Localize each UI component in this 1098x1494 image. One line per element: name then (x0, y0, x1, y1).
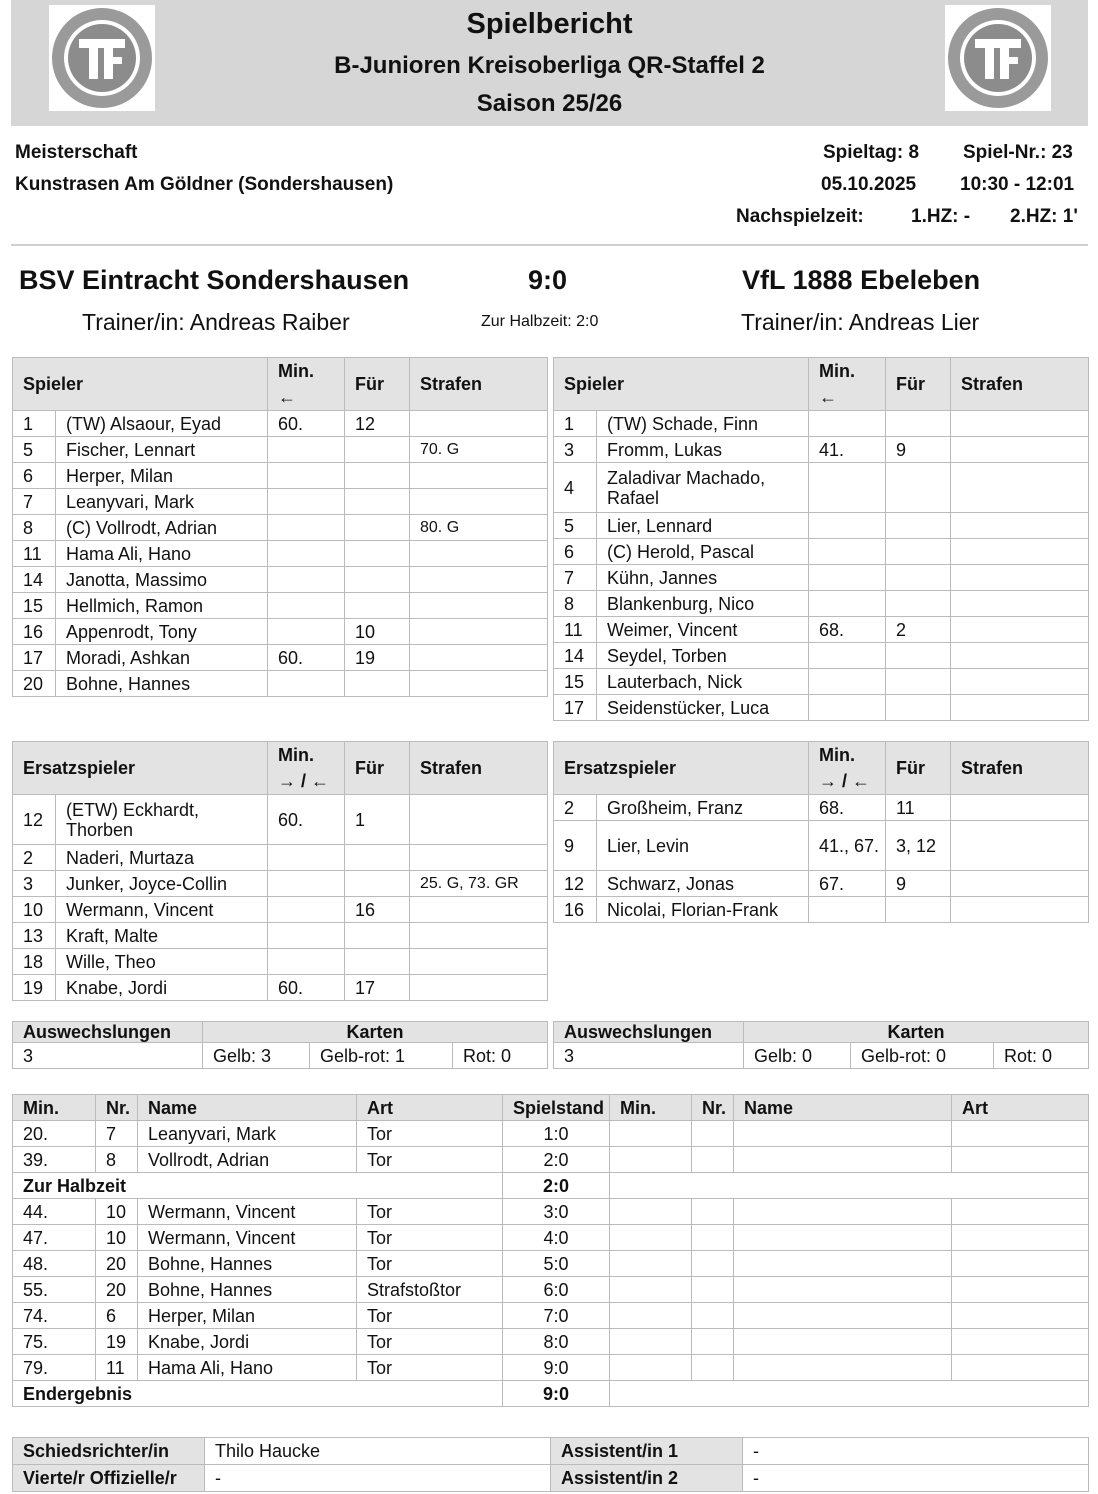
table-row: 9 Lier, Levin 41., 67. 3, 12 (554, 821, 1089, 871)
table-row: 15 Lauterbach, Nick (554, 669, 1089, 695)
table-row: 20. 7 Leanyvari, Mark Tor 1:0 (13, 1121, 1089, 1147)
stoppage-second-half: 2.HZ: 1' (1010, 206, 1078, 227)
away-subs-table (553, 741, 1089, 923)
table-row: 79. 11 Hama Ali, Hano Tor 9:0 (13, 1355, 1089, 1381)
stoppage-label: Nachspielzeit: (736, 206, 864, 227)
table-row: 16 Nicolai, Florian-Frank (554, 897, 1089, 923)
home-players-table (12, 357, 548, 697)
final-score: 9:0 (528, 265, 568, 295)
divider (11, 244, 1088, 246)
league-name: B-Junioren Kreisoberliga QR-Staffel 2 (334, 52, 765, 79)
table-row: Vierte/r Offizielle/r - Assistent/in 2 - (13, 1465, 1089, 1492)
penalties-header: Strafen (410, 358, 548, 411)
table-row: 11 Hama Ali, Hano (13, 541, 548, 567)
cards-header: Karten (744, 1022, 1089, 1043)
game-number: Spiel-Nr.: 23 (963, 142, 1073, 163)
table-row: 13 Kraft, Malte (13, 923, 548, 949)
table-row: 74. 6 Herper, Milan Tor 7:0 (13, 1303, 1089, 1329)
number-header: Nr. (692, 1095, 734, 1121)
table-row: 48. 20 Bohne, Hannes Tor 5:0 (13, 1251, 1089, 1277)
halftime-score: Zur Halbzeit: 2:0 (481, 313, 599, 330)
report-title: Spielbericht (466, 8, 633, 40)
table-row: 6 Herper, Milan (13, 463, 548, 489)
home-summary-table (12, 1021, 548, 1069)
for-header: Für (886, 742, 951, 795)
competition: Meisterschaft (15, 142, 138, 163)
table-row: Schiedsrichter/in Thilo Haucke Assistent/in 1 - (13, 1438, 1089, 1465)
table-row: 39. 8 Vollrodt, Adrian Tor 2:0 (13, 1147, 1089, 1173)
officials-table (12, 1437, 1089, 1492)
stoppage-first-half: 1.HZ: - (911, 206, 971, 227)
minute-header: Min. ← (809, 358, 886, 411)
table-row: 1 (TW) Alsaour, Eyad 60. 12 (13, 411, 548, 437)
minute-header: Min. (13, 1095, 96, 1121)
substitutions-header: Auswechslungen (554, 1022, 744, 1043)
venue: Kunstrasen Am Göldner (Sondershausen) (15, 174, 394, 195)
table-row: 8 Blankenburg, Nico (554, 591, 1089, 617)
away-team: VfL 1888 Ebeleben (742, 265, 981, 295)
minute-header: Min. → / ← (268, 742, 345, 795)
table-row: 12 (ETW) Eckhardt, Thorben 60. 1 (13, 795, 548, 845)
table-row: 20 Bohne, Hannes (13, 671, 548, 697)
penalties-header: Strafen (410, 742, 548, 795)
match-date: 05.10.2025 (821, 174, 917, 195)
table-row: 14 Seydel, Torben (554, 643, 1089, 669)
table-row: 8 (C) Vollrodt, Adrian 80. G (13, 515, 548, 541)
table-row: 2 Großheim, Franz 68. 11 (554, 795, 1089, 821)
table-row: 11 Weimer, Vincent 68. 2 (554, 617, 1089, 643)
cards-header: Karten (203, 1022, 548, 1043)
minute-header: Min. ← (268, 358, 345, 411)
table-row: 3 Gelb: 0 Gelb-rot: 0 Rot: 0 (554, 1043, 1089, 1069)
penalties-header: Strafen (951, 742, 1089, 795)
federation-logo-right (945, 5, 1051, 111)
subs-header: Ersatzspieler (554, 742, 809, 795)
table-row: 2 Naderi, Murtaza (13, 845, 548, 871)
report-header (11, 0, 1088, 126)
table-row: 3 Junker, Joyce-Collin 25. G, 73. GR (13, 871, 548, 897)
table-row: 75. 19 Knabe, Jordi Tor 8:0 (13, 1329, 1089, 1355)
table-row: 55. 20 Bohne, Hannes Strafstoßtor 6:0 (13, 1277, 1089, 1303)
minute-header: Min. → / ← (809, 742, 886, 795)
table-row: 17 Moradi, Ashkan 60. 19 (13, 645, 548, 671)
table-row: 10 Wermann, Vincent 16 (13, 897, 548, 923)
away-summary-table (553, 1021, 1089, 1069)
players-header: Spieler (554, 358, 809, 411)
table-row: 16 Appenrodt, Tony 10 (13, 619, 548, 645)
table-row: 47. 10 Wermann, Vincent Tor 4:0 (13, 1225, 1089, 1251)
table-row: 1 (TW) Schade, Finn (554, 411, 1089, 437)
subs-header: Ersatzspieler (13, 742, 268, 795)
name-header: Name (138, 1095, 357, 1121)
number-header: Nr. (96, 1095, 138, 1121)
away-coach: Trainer/in: Andreas Lier (741, 309, 980, 335)
home-coach: Trainer/in: Andreas Raiber (82, 309, 350, 335)
season: Saison 25/26 (476, 90, 623, 117)
name-header: Name (734, 1095, 952, 1121)
substitutions-header: Auswechslungen (13, 1022, 203, 1043)
table-row: 19 Knabe, Jordi 60. 17 (13, 975, 548, 1001)
table-row: 5 Lier, Lennard (554, 513, 1089, 539)
score-header: Spielstand (503, 1095, 610, 1121)
for-header: Für (345, 358, 410, 411)
table-row: 4 Zaladivar Machado, Rafael (554, 463, 1089, 513)
penalties-header: Strafen (951, 358, 1089, 411)
table-row: 18 Wille, Theo (13, 949, 548, 975)
table-row: 3 Gelb: 3 Gelb-rot: 1 Rot: 0 (13, 1043, 548, 1069)
table-row: 7 Kühn, Jannes (554, 565, 1089, 591)
home-team: BSV Eintracht Sondershausen (19, 265, 410, 295)
table-row: 7 Leanyvari, Mark (13, 489, 548, 515)
goal-events-table (12, 1094, 1089, 1407)
table-row: 3 Fromm, Lukas 41. 9 (554, 437, 1089, 463)
match-time: 10:30 - 12:01 (960, 174, 1075, 195)
type-header: Art (357, 1095, 503, 1121)
type-header: Art (952, 1095, 1089, 1121)
halftime-row: Zur Halbzeit 2:0 (13, 1173, 1089, 1199)
for-header: Für (886, 358, 951, 411)
table-row: 14 Janotta, Massimo (13, 567, 548, 593)
away-players-table (553, 357, 1089, 721)
table-row: 6 (C) Herold, Pascal (554, 539, 1089, 565)
players-header: Spieler (13, 358, 268, 411)
for-header: Für (345, 742, 410, 795)
table-row: 5 Fischer, Lennart 70. G (13, 437, 548, 463)
home-subs-table (12, 741, 548, 1001)
table-row: 15 Hellmich, Ramon (13, 593, 548, 619)
matchday: Spieltag: 8 (823, 142, 920, 163)
table-row: 44. 10 Wermann, Vincent Tor 3:0 (13, 1199, 1089, 1225)
table-row: 17 Seidenstücker, Luca (554, 695, 1089, 721)
table-row: 12 Schwarz, Jonas 67. 9 (554, 871, 1089, 897)
final-result-row: Endergebnis 9:0 (13, 1381, 1089, 1407)
minute-header: Min. (610, 1095, 692, 1121)
